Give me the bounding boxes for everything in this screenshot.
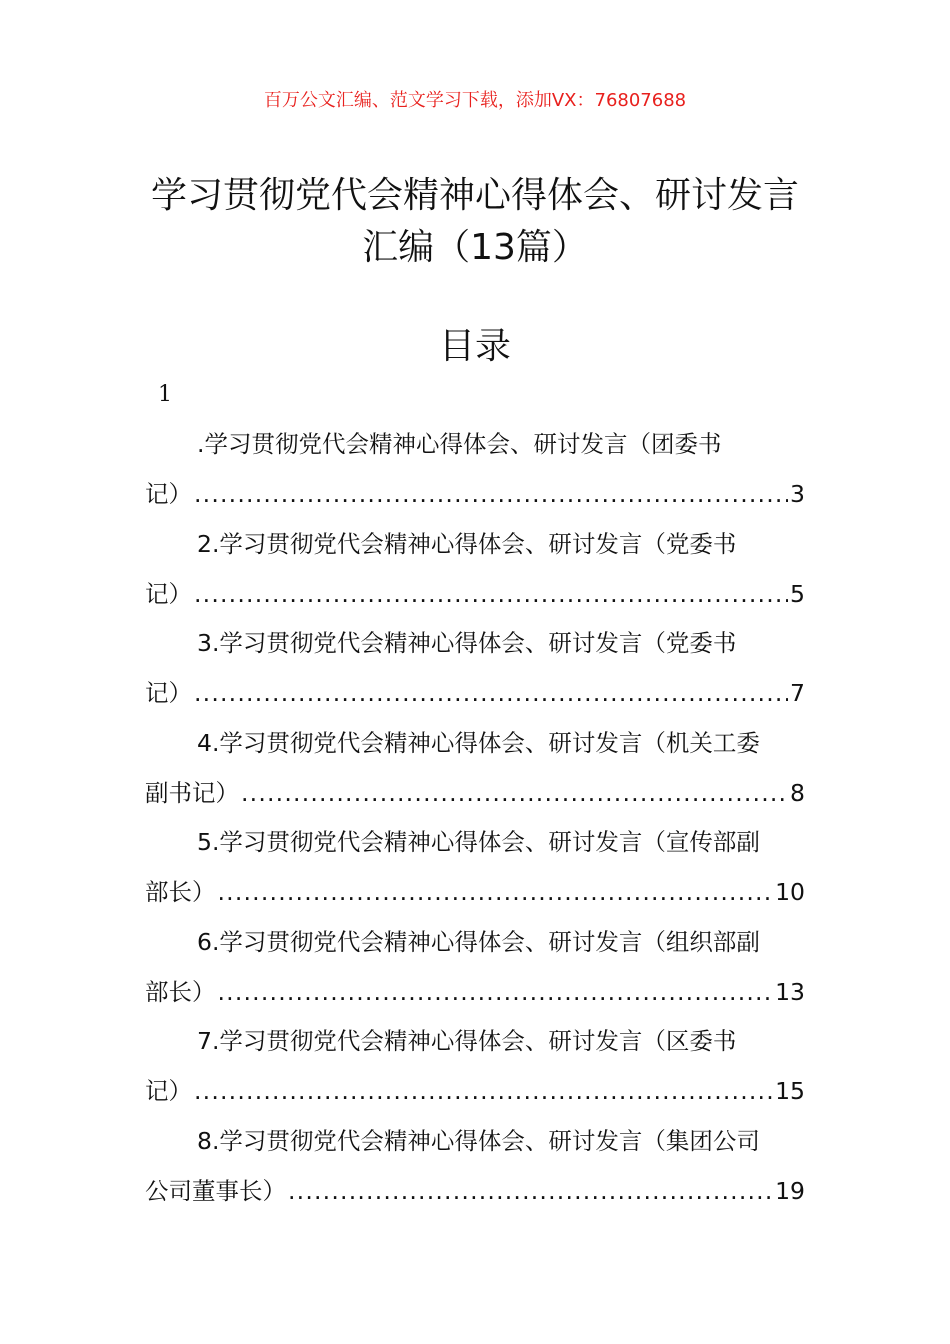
- toc-entry-1[interactable]: [145, 420, 805, 520]
- toc-entry-title-cont: 记）: [145, 480, 192, 508]
- toc-entry-page: 5: [790, 579, 805, 608]
- document-title: [100, 170, 850, 274]
- toc-entry-title-cont: 部长）: [145, 878, 216, 906]
- toc-entry-4[interactable]: [145, 719, 805, 819]
- dot-leader: [241, 775, 788, 811]
- toc-entry-page: 19: [775, 1176, 805, 1205]
- toc-entry-title-cont: 记）: [145, 679, 192, 707]
- toc-heading: 目录: [438, 326, 511, 367]
- toc-entry-title: 3.学习贯彻党代会精神心得体会、研讨发言（党委书: [197, 629, 737, 657]
- stray-number: 1: [158, 382, 172, 407]
- toc-entry-8[interactable]: [145, 1117, 805, 1217]
- table-of-contents: [145, 420, 805, 1216]
- dot-leader: [218, 974, 774, 1010]
- toc-entry-title: 2.学习贯彻党代会精神心得体会、研讨发言（党委书: [197, 529, 737, 558]
- download-banner: 百万公文汇编、范文学习下载，添加VX：76807688: [263, 90, 687, 111]
- toc-entry-page: 8: [790, 778, 805, 807]
- dot-leader: [288, 1173, 773, 1209]
- toc-entry-title: 7.学习贯彻党代会精神心得体会、研讨发言（区委书: [197, 1027, 737, 1055]
- toc-entry-title-cont: 副书记）: [145, 778, 239, 807]
- toc-entry-title: .学习贯彻党代会精神心得体会、研讨发言（团委书: [197, 430, 722, 458]
- dot-leader: [218, 874, 774, 910]
- toc-entry-title: 8.学习贯彻党代会精神心得体会、研讨发言（集团公司: [197, 1126, 760, 1155]
- toc-entry-6[interactable]: [145, 918, 805, 1018]
- toc-entry-5[interactable]: [145, 818, 805, 918]
- title-line-1: 学习贯彻党代会精神心得体会、研讨发言: [150, 175, 799, 216]
- toc-entry-title: 4.学习贯彻党代会精神心得体会、研讨发言（机关工委: [197, 728, 760, 757]
- toc-entry-page: 3: [790, 480, 805, 508]
- toc-entry-7[interactable]: [145, 1017, 805, 1117]
- dot-leader: [194, 675, 788, 711]
- toc-entry-2[interactable]: [145, 520, 805, 620]
- toc-entry-page: 13: [775, 977, 805, 1006]
- toc-entry-title-cont: 公司董事长）: [145, 1176, 286, 1205]
- toc-entry-page: 15: [775, 1077, 805, 1105]
- title-line-2: 汇编（13篇）: [362, 227, 588, 268]
- toc-entry-page: 7: [790, 679, 805, 707]
- toc-entry-title-cont: 记）: [145, 1077, 192, 1105]
- toc-entry-title: 6.学习贯彻党代会精神心得体会、研讨发言（组织部副: [197, 927, 760, 956]
- toc-entry-title-cont: 记）: [145, 579, 192, 608]
- dot-leader: [194, 476, 788, 512]
- dot-leader: [194, 1073, 773, 1109]
- toc-entry-title-cont: 部长）: [145, 977, 216, 1006]
- toc-entry-3[interactable]: [145, 619, 805, 719]
- dot-leader: [194, 576, 788, 612]
- toc-entry-page: 10: [775, 878, 805, 906]
- toc-entry-title: 5.学习贯彻党代会精神心得体会、研讨发言（宣传部副: [197, 828, 760, 856]
